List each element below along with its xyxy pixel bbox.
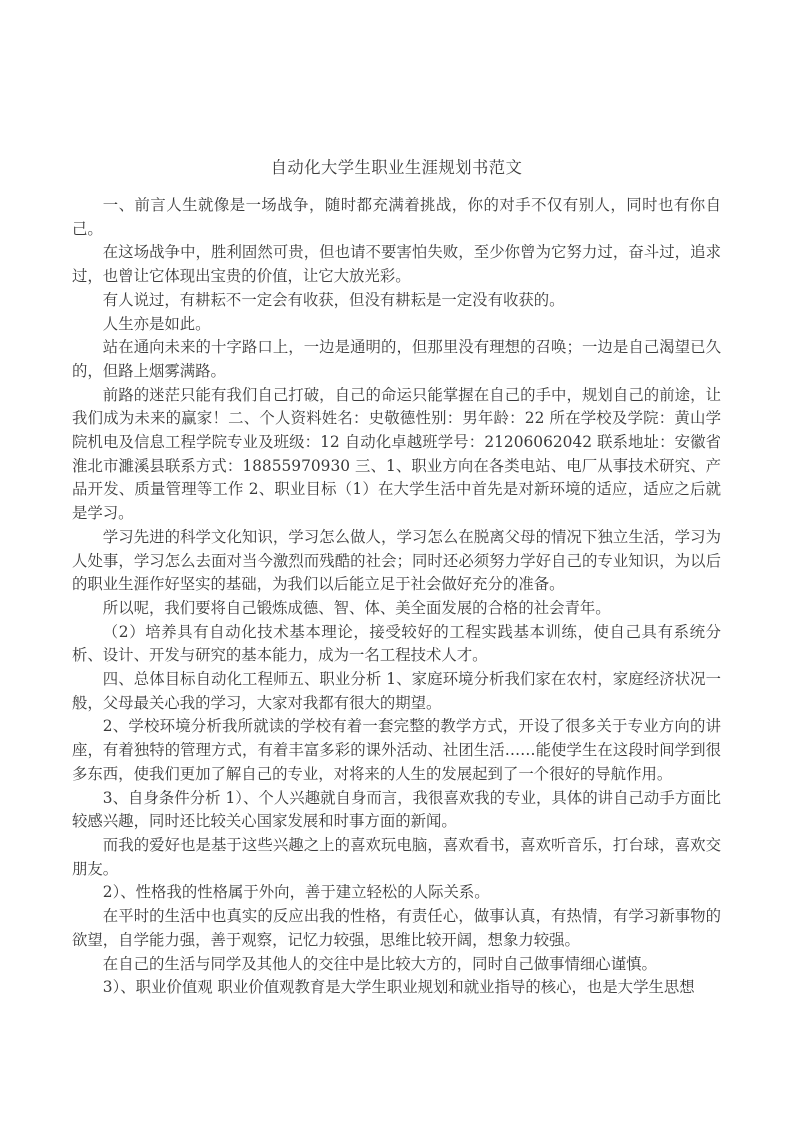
paragraph: 在平时的生活中也真实的反应出我的性格，有责任心，做事认真，有热情，有学习新事物的欲望，自学能力强，善于观察，记忆力较强，思维比较开阔，想象力较强。 bbox=[72, 907, 721, 949]
paragraph: 站在通向未来的十字路口上，一边是通明的，但那里没有理想的召唤；一边是自己渴望已久的，但路上烟雾满路。 bbox=[72, 338, 721, 380]
paragraph: 人生亦是如此。 bbox=[102, 314, 211, 333]
paragraph: 在这场战争中，胜利固然可贵，但也请不要害怕失败，至少你曾为它努力过，奋斗过，追求过，也曾让它体现出宝贵的价值，让它大放光彩。 bbox=[72, 243, 721, 286]
paragraph: 2）、性格我的性格属于外向，善于建立轻松的人际关系。 bbox=[102, 883, 490, 902]
paragraph: 2、学校环境分析我所就读的学校有着一套完整的教学方式，开设了很多关于专业方向的讲座，有着独特的管理方式，有着丰富多彩的课外活动、社团生活……能使学生在这段时间学到很多东西，使我们更加了解自己的专业，对将来的人生的发展起到了一个很好的导航作用。 bbox=[72, 717, 721, 783]
paragraph: 学习先进的科学文化知识，学习怎么做人，学习怎么在脱离父母的情况下独立生活，学习为人处事，学习怎么去面对当今激烈而残酷的社会；同时还必须努力学好自己的专业知识，为以后的职业生涯作好坚实的基础，为我们以后能立足于社会做好充分的准备。 bbox=[72, 527, 721, 594]
paragraph: 有人说过，有耕耘不一定会有收获，但没有耕耘是一定没有收获的。 bbox=[102, 290, 565, 309]
paragraph: 所以呢，我们要将自己锻炼成德、智、体、美全面发展的合格的社会青年。 bbox=[102, 598, 611, 617]
paragraph: 在自己的生活与同学及其他人的交往中是比较大方的，同时自己做事情细心谨慎。 bbox=[102, 954, 657, 973]
paragraph: 一、前言人生就像是一场战争，随时都充满着挑战，你的对手不仅有别人，同时也有你自己。 bbox=[72, 196, 721, 238]
paragraph: 前路的迷茫只能有我们自己打破，自己的命运只能掌握在自己的手中，规划自己的前途，让我们成为未来的赢家！二、个人资料姓名：史敬德性别：男年龄：22 所在学校及学院：黄山学院机电及信息工程学院专业及班级：12 自动化卓越班学号：21206062042 联系地址：安徽省淮北市濉溪县联系方式：18855970930 三、1、职业方向在各类电站、电厂从事技术研究、产品开发、质量管理等工作 2、职业目标（1）在大学生活中首先是对新环境的适应，适应之后就是学习。 bbox=[72, 385, 721, 523]
document-body bbox=[72, 194, 721, 1000]
paragraph: 3）、职业价值观 职业价值观教育是大学生职业规划和就业指导的核心，也是大学生思想 bbox=[102, 978, 695, 997]
paragraph: 3、自身条件分析 1）、个人兴趣就自身而言，我很喜欢我的专业，具体的讲自己动手方面比较感兴趣，同时还比较关心国家发展和时事方面的新闻。 bbox=[72, 788, 721, 831]
paragraph: 四、总体目标自动化工程师五、职业分析 1、家庭环境分析我们家在农村，家庭经济状况一般，父母最关心我的学习，大家对我都有很大的期望。 bbox=[72, 670, 721, 712]
document-title: 自动化大学生职业生涯规划书范文 bbox=[270, 158, 523, 177]
paragraph: 而我的爱好也是基于这些兴趣之上的喜欢玩电脑，喜欢看书，喜欢听音乐，打台球，喜欢交朋友。 bbox=[72, 835, 721, 878]
paragraph: （2）培养具有自动化技术基本理论，接受较好的工程实践基本训练，使自己具有系统分析、设计、开发与研究的基本能力，成为一名工程技术人才。 bbox=[72, 622, 721, 665]
